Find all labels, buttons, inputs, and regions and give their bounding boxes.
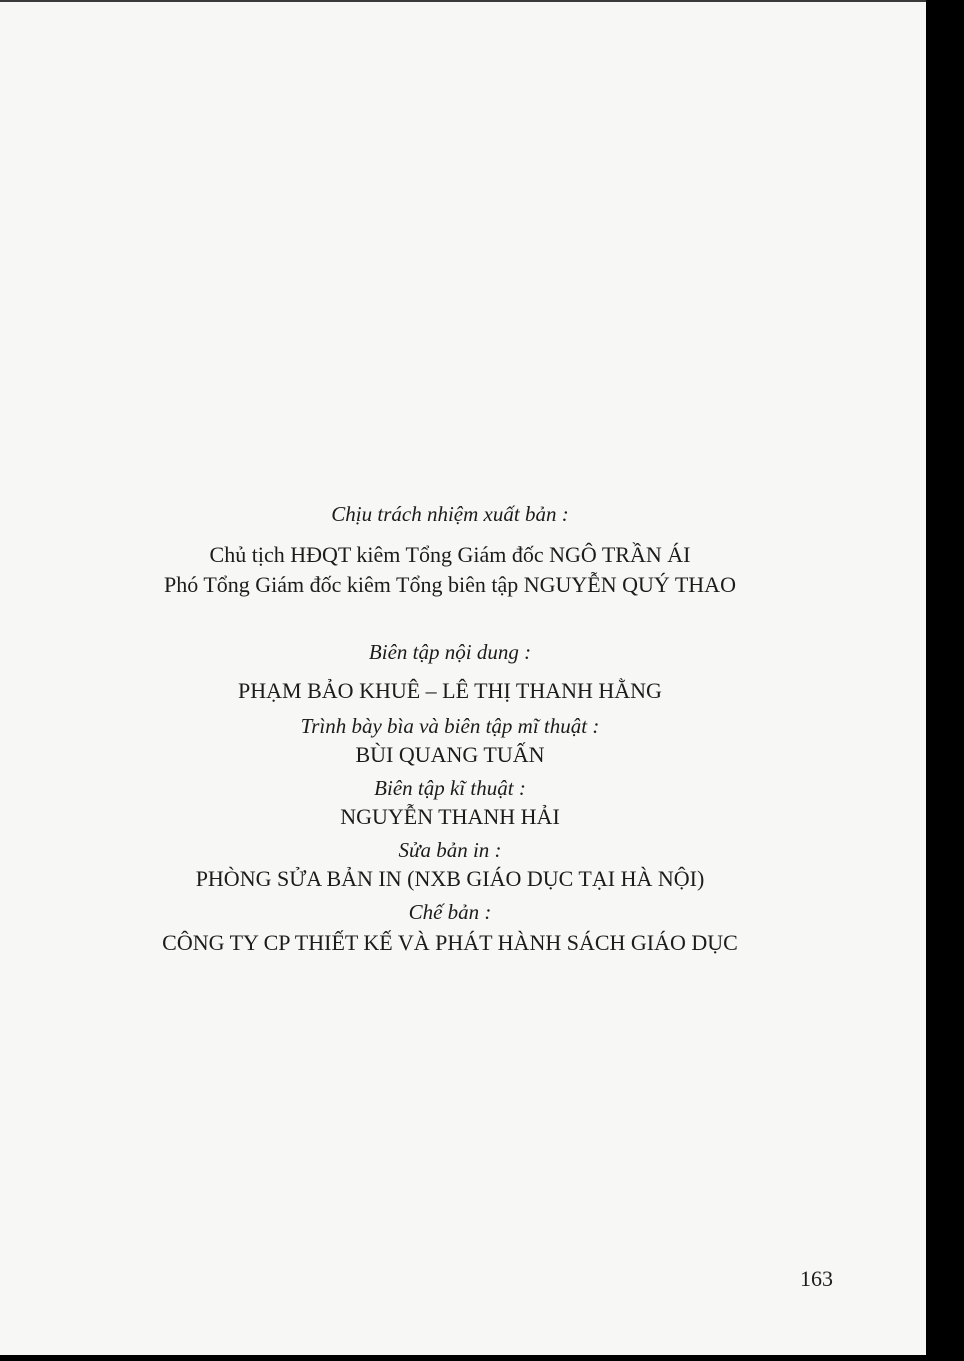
typesetting-role: Chế bản :	[408, 900, 492, 924]
typesetting-block	[0, 898, 900, 958]
editor-in-chief-line: Phó Tổng Giám đốc kiêm Tổng biên tập NGUYỄN QUÝ THAO	[164, 572, 736, 597]
content-editing-role: Biên tập nội dung :	[368, 640, 532, 664]
technical-editing-block	[0, 774, 900, 832]
scan-border-bottom	[0, 1355, 964, 1361]
content-editing-block	[0, 638, 900, 706]
cover-art-name: BÙI QUANG TUẤN	[355, 742, 545, 767]
scan-border-top	[0, 0, 964, 2]
credits-section	[0, 500, 900, 958]
content-editing-name: PHẠM BẢO KHUÊ – LÊ THỊ THANH HẰNG	[238, 678, 662, 703]
publishing-responsibility-role: Chịu trách nhiệm xuất bản :	[331, 502, 569, 526]
page-number: 163	[800, 1266, 833, 1291]
proofreading-name: PHÒNG SỬA BẢN IN (NXB GIÁO DỤC TẠI HÀ NỘI)	[195, 866, 705, 891]
technical-editing-role: Biên tập kĩ thuật :	[374, 776, 526, 800]
cover-art-role: Trình bày bìa và biên tập mĩ thuật :	[300, 714, 600, 738]
technical-editing-name: NGUYỄN THANH HẢI	[340, 804, 560, 829]
typesetting-name: CÔNG TY CP THIẾT KẾ VÀ PHÁT HÀNH SÁCH GIÁO DỤC	[162, 930, 738, 955]
proofreading-role: Sửa bản in :	[398, 838, 502, 862]
scan-border-right	[926, 0, 964, 1361]
chairman-line: Chủ tịch HĐQT kiêm Tổng Giám đốc NGÔ TRẦN ÁI	[209, 542, 691, 567]
cover-art-block	[0, 712, 900, 770]
proofreading-block	[0, 836, 900, 894]
publishing-responsibility-block	[0, 500, 900, 600]
